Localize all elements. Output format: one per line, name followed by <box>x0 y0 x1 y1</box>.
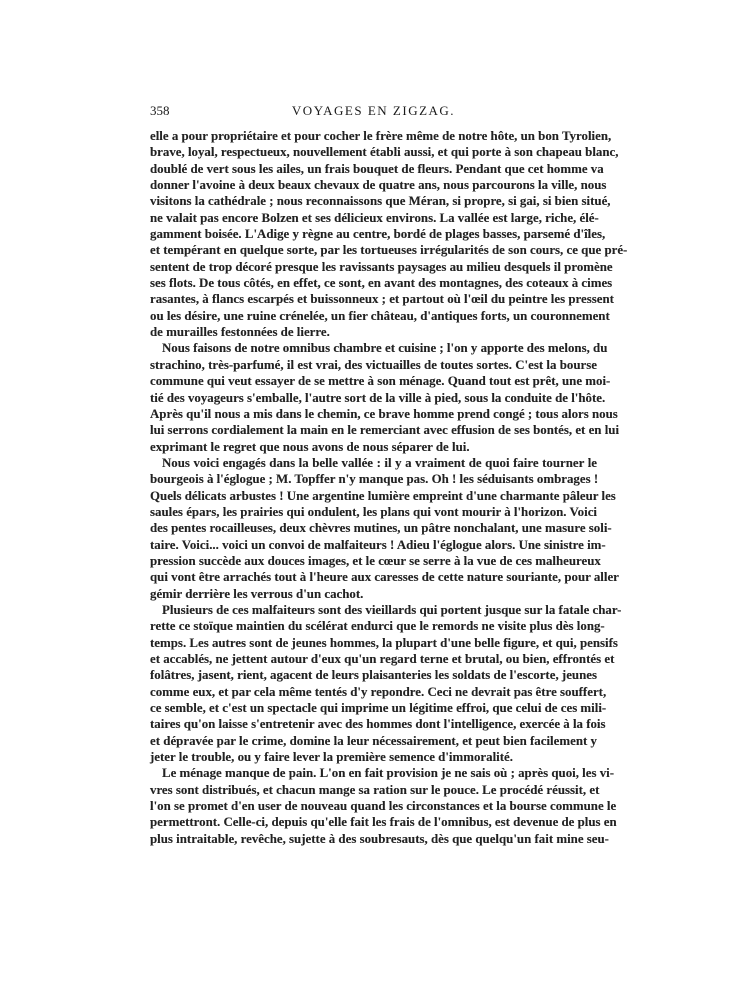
text-line: jeter le trouble, ou y faire lever la première semence d'immoralité. <box>150 750 513 765</box>
text-line: doublé de vert sous les ailes, un frais bouquet de fleurs. Pendant que cet homme va <box>150 161 604 176</box>
text-line: ne valait pas encore Bolzen et ses délicieux environs. La vallée est large, riche, élé- <box>150 210 599 225</box>
text-line: saules épars, les prairies qui ondulent, les plans qui vont mourir à l'horizon. Voici <box>150 504 597 519</box>
text-line: temps. Les autres sont de jeunes hommes, la plupart d'une belle figure, et qui, pensifs <box>150 635 618 650</box>
text-line: bourgeois à l'églogue ; M. Topffer n'y manque pas. Oh ! les séduisants ombrages ! <box>150 472 599 487</box>
running-title: VOYAGES EN ZIGZAG. <box>291 103 456 118</box>
text-line: rasantes, à flancs escarpés et buissonneux ; et partout où l'œil du peintre les pressent <box>150 292 614 307</box>
paragraph <box>150 340 620 454</box>
text-line: taires qu'on laisse s'entretenir avec des hommes dont l'intelligence, exercée à la fois <box>150 717 606 732</box>
text-line: ou les désire, une ruine crénelée, un fier château, d'antiques forts, un couronnement <box>150 308 610 323</box>
text-line: commune qui veut essayer de se mettre à son ménage. Quand tout est prêt, une moi- <box>150 374 611 389</box>
text-line: gémir derrière les verrous d'un cachot. <box>150 586 364 601</box>
text-line: comme eux, et par cela même tentés d'y repondre. Ceci ne devrait pas être souffert, <box>150 684 607 699</box>
text-line: qui vont être arrachés tout à l'heure aux caresses de cette nature souriante, pour aller <box>150 570 619 585</box>
text-line: pression succède aux douces images, et le cœur se serre à la vue de ces malheureux <box>150 553 601 568</box>
text-line: Plusieurs de ces malfaiteurs sont des vieillards qui portent jusque sur la fatale char- <box>162 602 622 617</box>
paragraph <box>150 765 617 847</box>
text-line: brave, loyal, respectueux, nouvellement établi aussi, et qui porte à son chapeau blanc, <box>150 145 619 160</box>
text-line: et tempérant en quelque sorte, par les tortueuses irrégularités de son cours, ce que pré- <box>150 243 628 258</box>
text-line: et dépravée par le crime, domine la leur nécessairement, et peut bien facilement y <box>150 733 597 748</box>
text-line: strachino, très-parfumé, il est vrai, des victuailles de toutes sortes. C'est la bourse <box>150 357 597 372</box>
text-line: Quels délicats arbustes ! Une argentine lumière empreint d'une charmante pâleur les <box>150 488 616 503</box>
text-line: l'on se promet d'en user de nouveau quand les circonstances et la bourse commune le <box>150 799 617 814</box>
text-line: ce semble, et c'est un spectacle qui imprime un légitime effroi, que celui de ces mili- <box>150 701 607 716</box>
text-line: et accablés, ne jettent autour d'eux qu'un regard terne et brutal, ou bien, effrontés et <box>150 652 615 666</box>
text-line: vres sont distribués, et chacun mange sa ration sur le pouce. Le procédé réussit, et <box>150 782 600 797</box>
text-line: plus intraitable, revêche, sujette à des soubresauts, dès que quelqu'un fait mine seu- <box>150 831 609 846</box>
paragraph <box>150 602 622 765</box>
text-line: elle a pour propriétaire et pour cocher le frère même de notre hôte, un bon Tyrolien, <box>150 129 612 143</box>
paragraph <box>150 128 628 340</box>
body-text <box>150 128 628 847</box>
text-line: Après qu'il nous a mis dans le chemin, ce brave homme prend congé ; tous alors nous <box>150 406 618 421</box>
text-line: Nous faisons de notre omnibus chambre et cuisine ; l'on y apporte des melons, du <box>162 341 608 356</box>
page-number: 358 <box>150 103 170 118</box>
text-line: visitons la cathédrale ; nous reconnaissons que Méran, si propre, si gai, si bien situé, <box>150 194 611 209</box>
text-line: sentent de trop décoré presque les ravissants paysages au milieu desquels il promène <box>150 259 613 274</box>
text-line: tié des voyageurs s'emballe, l'autre sort de la ville à pied, sous la conduite de l'hôte. <box>150 390 606 405</box>
text-line: de murailles festonnées de lierre. <box>150 325 330 340</box>
text-line: des pentes rocailleuses, deux chèvres mutines, un pâtre nonchalant, une masure soli- <box>150 521 612 536</box>
text-line: folâtres, jasent, rient, agacent de leurs plaisanteries les soldats de l'escorte, jeunes <box>150 668 597 683</box>
text-line: gamment boisée. L'Adige y règne au centre, bordé de plages basses, parsemé d'îles, <box>150 227 606 242</box>
text-line: rette ce stoïque maintien du scélérat endurci que le remords ne visite plus dès long- <box>150 619 605 634</box>
text-line: Nous voici engagés dans la belle vallée : il y a vraiment de quoi faire tourner le <box>162 455 597 470</box>
running-header <box>150 103 597 121</box>
paragraph <box>150 455 619 602</box>
text-line: lui serrons cordialement la main en le remerciant avec effusion de ses bontés, et en lui <box>150 423 620 438</box>
text-line: taire. Voici... voici un convoi de malfaiteurs ! Adieu l'églogue alors. Une sinistre im- <box>150 537 606 552</box>
text-line: donner l'avoine à deux beaux chevaux de quatre ans, nous parcourons la ville, nous <box>150 178 607 193</box>
text-line: exprimant le regret que nous avons de nous séparer de lui. <box>150 439 470 454</box>
text-line: ses flots. De tous côtés, en effet, ce sont, en avant des montagnes, des coteaux à cimes <box>150 276 613 291</box>
text-line: Le ménage manque de pain. L'on en fait provision je ne sais où ; après quoi, les vi- <box>162 766 615 781</box>
text-line: permettront. Celle-ci, depuis qu'elle fait les frais de l'omnibus, est devenue de plus en <box>150 815 617 830</box>
